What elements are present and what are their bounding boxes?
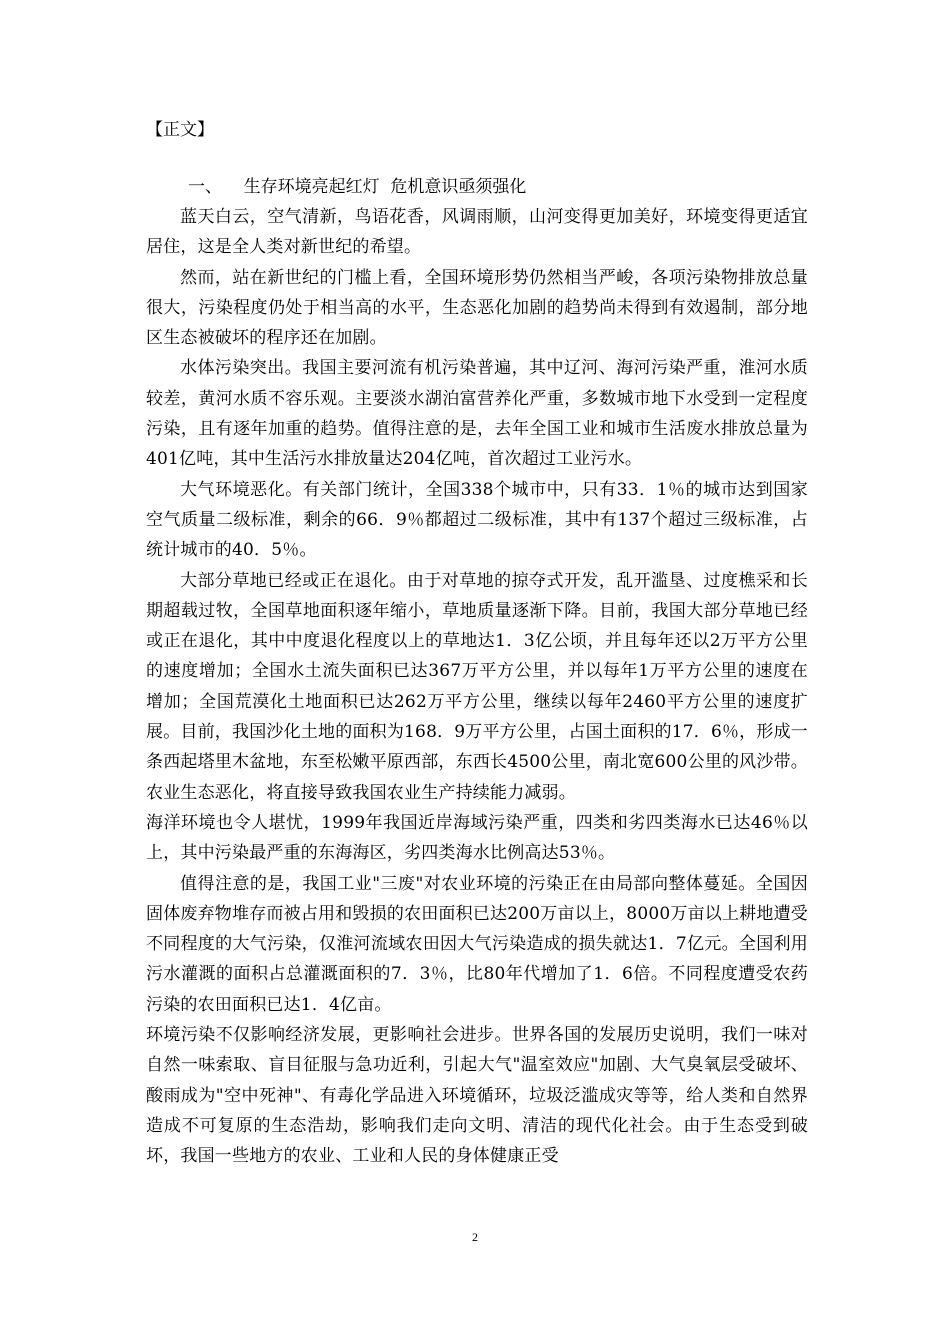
paragraph: 蓝天白云，空气清新，鸟语花香，风调雨顺，山河变得更加美好，环境变得更适宜居住，这是全人类对新世纪的希望。 bbox=[146, 207, 808, 258]
paragraph: 值得注意的是，我国工业"三废"对农业环境的污染正在由局部向整体蔓延。全国因固体废弃物堆存而被占用和毁损的农田面积已达200万亩以上，8000万亩以上耕地遭受不同程度的大气污染，仅淮河流域农田因大气污染造成的损失就达1．7亿元。全国利用污水灌溉的面积占总灌溉面积的7．3％，比80年代增加了1．6倍。不同程度遭受农药污染的农田面积已达1．4亿亩。 bbox=[146, 873, 808, 1015]
body-text bbox=[146, 202, 808, 1172]
paragraph: 水体污染突出。我国主要河流有机污染普遍，其中辽河、海河污染严重，淮河水质较差，黄河水质不容乐观。主要淡水湖泊富营养化严重，多数城市地下水受到一定程度污染，且有逐年加重的趋势。值得注意的是，去年全国工业和城市生活废水排放总量为401亿吨，其中生活污水排放量达204亿吨，首次超过工业污水。 bbox=[146, 358, 808, 470]
page-number: 2 bbox=[472, 1230, 478, 1244]
section-label: 【正文】 bbox=[146, 120, 214, 140]
section-heading: 一、 生存环境亮起红灯 危机意识亟须强化 bbox=[188, 177, 527, 197]
paragraph: 大部分草地已经或正在退化。由于对草地的掠夺式开发，乱开滥垦、过度樵采和长期超载过牧，全国草地面积逐年缩小，草地质量逐渐下降。目前，我国大部分草地已经或正在退化，其中中度退化程度以上的草地达1．3亿公顷，并且每年还以2万平方公里的速度增加；全国水土流失面积已达367万平方公里，并以每年1万平方公里的速度在增加；全国荒漠化土地面积已达262万平方公里，继续以每年2460平方公里的速度扩展。目前，我国沙化土地的面积为168．9万平方公里，占国土面积的17．6％，形成一条西起塔里木盆地，东至松嫩平原西部，东西长4500公里，南北宽600公里的风沙带。农业生态恶化，将直接导致我国农业生产持续能力减弱。 bbox=[146, 570, 808, 803]
paragraph: 海洋环境也令人堪忧，1999年我国近岸海域污染严重，四类和劣四类海水已达46％以上，其中污染最严重的东海海区，劣四类海水比例高达53％。 bbox=[146, 812, 808, 864]
paragraph: 环境污染不仅影响经济发展，更影响社会进步。世界各国的发展历史说明，我们一味对自然一味索取、盲目征服与急功近利，引起大气"温室效应"加剧、大气臭氧层受破坏、酸雨成为"空中死神"、有毒化学品进入环境循环，垃圾泛滥成灾等等，给人类和自然界造成不可复原的生态浩劫，影响我们走向文明、清洁的现代化社会。由于生态受到破坏，我国一些地方的农业、工业和人民的身体健康正受 bbox=[146, 1025, 808, 1167]
paragraph: 然而，站在新世纪的门槛上看，全国环境形势仍然相当严峻，各项污染物排放总量很大，污染程度仍处于相当高的水平，生态恶化加剧的趋势尚未得到有效遏制，部分地区生态被破坏的程序还在加剧。 bbox=[146, 267, 808, 349]
paragraph: 大气环境恶化。有关部门统计，全国338个城市中，只有33．1％的城市达到国家空气质量二级标准，剩余的66．9％都超过二级标准，其中有137个超过三级标准，占统计城市的40．5％。 bbox=[146, 479, 808, 561]
